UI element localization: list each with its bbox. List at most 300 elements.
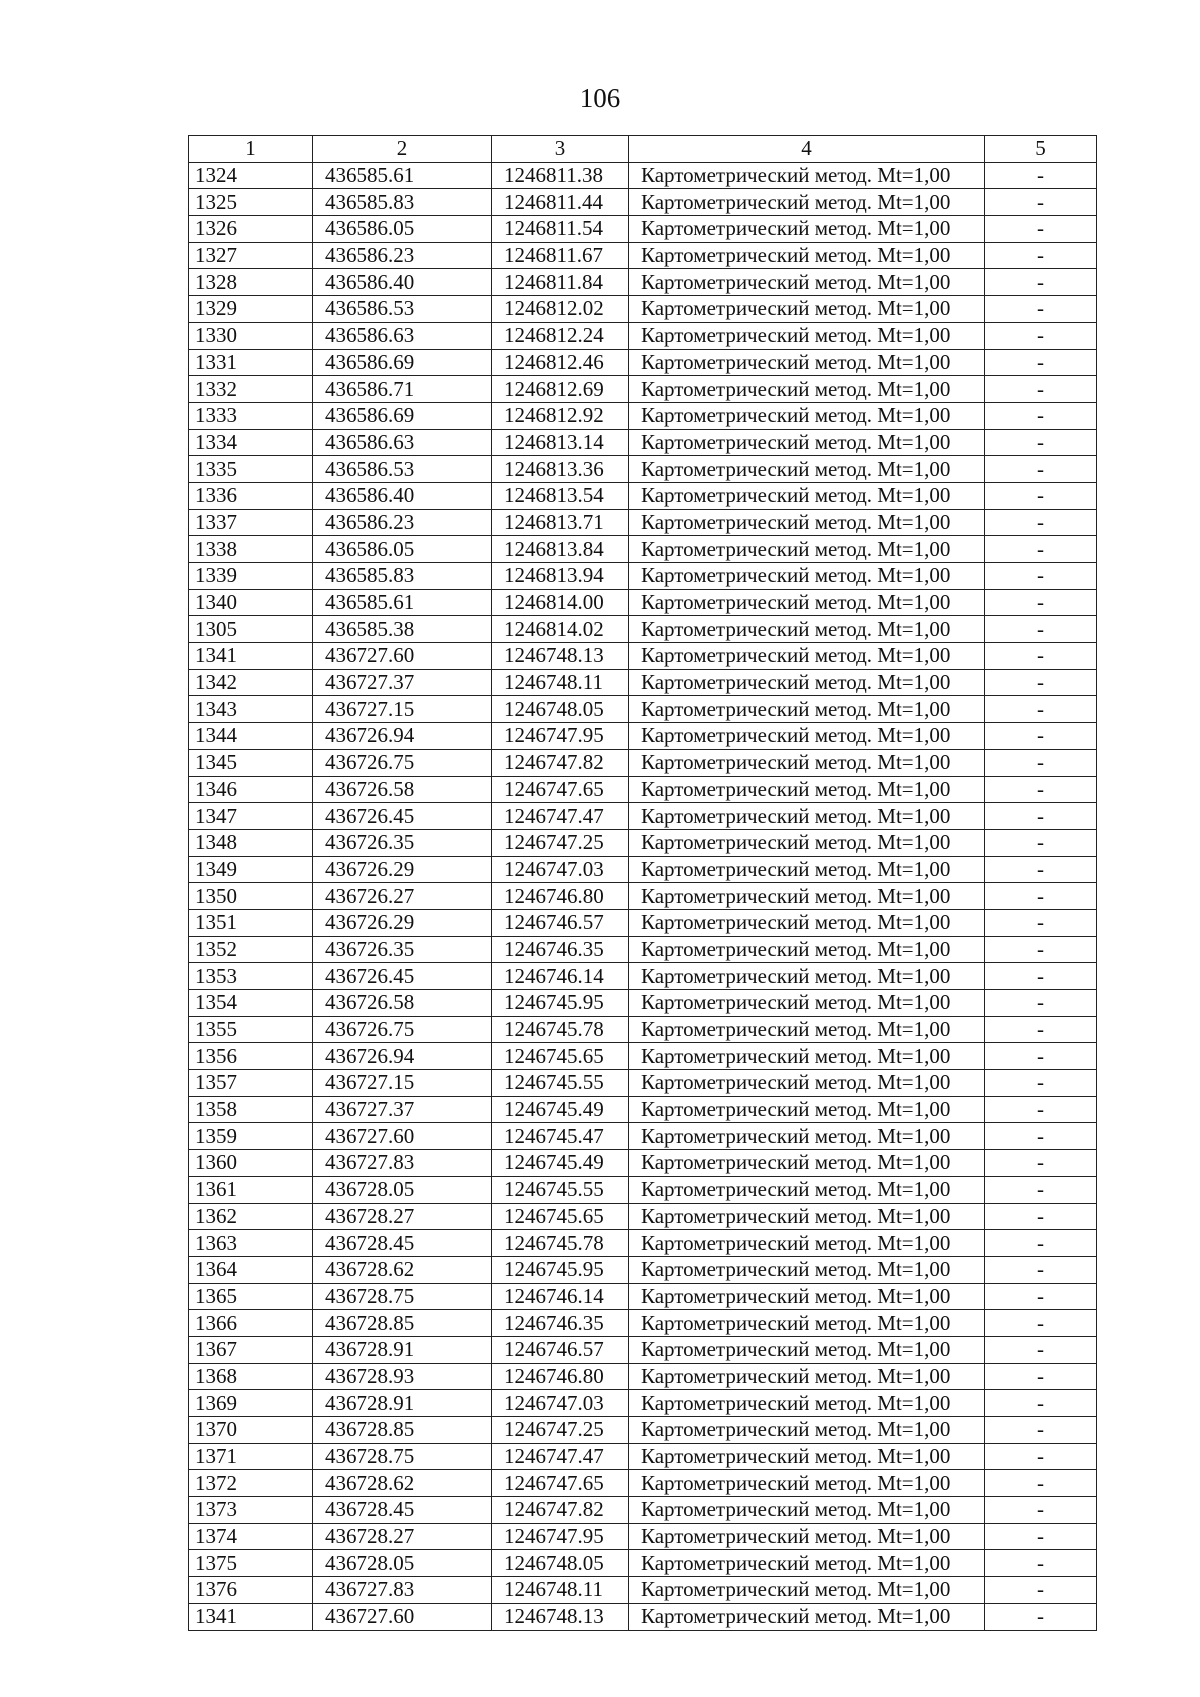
x-coordinate-cell: 436728.45 bbox=[313, 1230, 492, 1257]
note-cell: - bbox=[985, 1310, 1097, 1337]
y-coordinate-cell: 1246747.95 bbox=[492, 723, 629, 750]
table-row bbox=[189, 1310, 1097, 1337]
y-coordinate-cell: 1246747.03 bbox=[492, 856, 629, 883]
y-coordinate-cell: 1246745.55 bbox=[492, 1176, 629, 1203]
table-row bbox=[189, 696, 1097, 723]
table-row bbox=[189, 669, 1097, 696]
table-row bbox=[189, 1256, 1097, 1283]
table-row bbox=[189, 1390, 1097, 1417]
method-cell: Картометрический метод. Mt=1,00 bbox=[629, 1497, 985, 1524]
y-coordinate-cell: 1246745.49 bbox=[492, 1150, 629, 1177]
table-row bbox=[189, 1043, 1097, 1070]
point-number-cell: 1350 bbox=[189, 883, 313, 910]
y-coordinate-cell: 1246748.13 bbox=[492, 643, 629, 670]
table-row bbox=[189, 296, 1097, 323]
y-coordinate-cell: 1246747.82 bbox=[492, 749, 629, 776]
method-cell: Картометрический метод. Mt=1,00 bbox=[629, 1016, 985, 1043]
table-row bbox=[189, 1497, 1097, 1524]
table-row bbox=[189, 349, 1097, 376]
x-coordinate-cell: 436728.85 bbox=[313, 1310, 492, 1337]
x-coordinate-cell: 436728.93 bbox=[313, 1363, 492, 1390]
x-coordinate-cell: 436726.45 bbox=[313, 803, 492, 830]
note-cell: - bbox=[985, 1390, 1097, 1417]
y-coordinate-cell: 1246747.82 bbox=[492, 1497, 629, 1524]
column-header: 5 bbox=[985, 136, 1097, 163]
method-cell: Картометрический метод. Mt=1,00 bbox=[629, 1470, 985, 1497]
method-cell: Картометрический метод. Mt=1,00 bbox=[629, 1550, 985, 1577]
x-coordinate-cell: 436728.91 bbox=[313, 1390, 492, 1417]
column-header: 4 bbox=[629, 136, 985, 163]
table-row bbox=[189, 936, 1097, 963]
point-number-cell: 1376 bbox=[189, 1577, 313, 1604]
y-coordinate-cell: 1246746.57 bbox=[492, 909, 629, 936]
y-coordinate-cell: 1246747.65 bbox=[492, 776, 629, 803]
method-cell: Картометрический метод. Mt=1,00 bbox=[629, 1336, 985, 1363]
x-coordinate-cell: 436585.61 bbox=[313, 162, 492, 189]
method-cell: Картометрический метод. Mt=1,00 bbox=[629, 776, 985, 803]
table-row bbox=[189, 776, 1097, 803]
y-coordinate-cell: 1246745.65 bbox=[492, 1043, 629, 1070]
point-number-cell: 1324 bbox=[189, 162, 313, 189]
method-cell: Картометрический метод. Mt=1,00 bbox=[629, 616, 985, 643]
note-cell: - bbox=[985, 776, 1097, 803]
column-header: 3 bbox=[492, 136, 629, 163]
method-cell: Картометрический метод. Mt=1,00 bbox=[629, 1096, 985, 1123]
method-cell: Картометрический метод. Mt=1,00 bbox=[629, 536, 985, 563]
y-coordinate-cell: 1246747.25 bbox=[492, 829, 629, 856]
y-coordinate-cell: 1246813.36 bbox=[492, 456, 629, 483]
method-cell: Картометрический метод. Mt=1,00 bbox=[629, 1417, 985, 1444]
y-coordinate-cell: 1246746.35 bbox=[492, 936, 629, 963]
y-coordinate-cell: 1246745.95 bbox=[492, 1256, 629, 1283]
x-coordinate-cell: 436728.27 bbox=[313, 1523, 492, 1550]
method-cell: Картометрический метод. Mt=1,00 bbox=[629, 696, 985, 723]
method-cell: Картометрический метод. Mt=1,00 bbox=[629, 1443, 985, 1470]
method-cell: Картометрический метод. Mt=1,00 bbox=[629, 803, 985, 830]
x-coordinate-cell: 436586.23 bbox=[313, 242, 492, 269]
note-cell: - bbox=[985, 1096, 1097, 1123]
point-number-cell: 1344 bbox=[189, 723, 313, 750]
point-number-cell: 1370 bbox=[189, 1417, 313, 1444]
y-coordinate-cell: 1246811.84 bbox=[492, 269, 629, 296]
x-coordinate-cell: 436586.63 bbox=[313, 322, 492, 349]
table-row bbox=[189, 749, 1097, 776]
note-cell: - bbox=[985, 1283, 1097, 1310]
note-cell: - bbox=[985, 1230, 1097, 1257]
table-row bbox=[189, 1417, 1097, 1444]
x-coordinate-cell: 436726.58 bbox=[313, 990, 492, 1017]
x-coordinate-cell: 436727.83 bbox=[313, 1577, 492, 1604]
y-coordinate-cell: 1246812.46 bbox=[492, 349, 629, 376]
table-row bbox=[189, 1470, 1097, 1497]
x-coordinate-cell: 436586.05 bbox=[313, 536, 492, 563]
y-coordinate-cell: 1246747.47 bbox=[492, 803, 629, 830]
table-row bbox=[189, 1336, 1097, 1363]
point-number-cell: 1357 bbox=[189, 1070, 313, 1097]
note-cell: - bbox=[985, 829, 1097, 856]
note-cell: - bbox=[985, 1070, 1097, 1097]
x-coordinate-cell: 436726.29 bbox=[313, 909, 492, 936]
table-row bbox=[189, 536, 1097, 563]
column-header: 2 bbox=[313, 136, 492, 163]
table-row bbox=[189, 1283, 1097, 1310]
table-row bbox=[189, 1070, 1097, 1097]
note-cell: - bbox=[985, 563, 1097, 590]
point-number-cell: 1373 bbox=[189, 1497, 313, 1524]
point-number-cell: 1365 bbox=[189, 1283, 313, 1310]
table-row bbox=[189, 1443, 1097, 1470]
point-number-cell: 1366 bbox=[189, 1310, 313, 1337]
table-header-row bbox=[189, 136, 1097, 163]
note-cell: - bbox=[985, 883, 1097, 910]
method-cell: Картометрический метод. Mt=1,00 bbox=[629, 482, 985, 509]
point-number-cell: 1347 bbox=[189, 803, 313, 830]
point-number-cell: 1326 bbox=[189, 216, 313, 243]
note-cell: - bbox=[985, 589, 1097, 616]
point-number-cell: 1334 bbox=[189, 429, 313, 456]
method-cell: Картометрический метод. Mt=1,00 bbox=[629, 723, 985, 750]
note-cell: - bbox=[985, 856, 1097, 883]
x-coordinate-cell: 436728.05 bbox=[313, 1550, 492, 1577]
table-row bbox=[189, 1176, 1097, 1203]
page-number: 106 bbox=[579, 83, 621, 113]
x-coordinate-cell: 436728.45 bbox=[313, 1497, 492, 1524]
note-cell: - bbox=[985, 322, 1097, 349]
x-coordinate-cell: 436726.27 bbox=[313, 883, 492, 910]
table-row bbox=[189, 456, 1097, 483]
table-row bbox=[189, 803, 1097, 830]
x-coordinate-cell: 436727.60 bbox=[313, 1603, 492, 1630]
point-number-cell: 1330 bbox=[189, 322, 313, 349]
note-cell: - bbox=[985, 1443, 1097, 1470]
method-cell: Картометрический метод. Mt=1,00 bbox=[629, 1256, 985, 1283]
note-cell: - bbox=[985, 1123, 1097, 1150]
note-cell: - bbox=[985, 803, 1097, 830]
x-coordinate-cell: 436727.15 bbox=[313, 696, 492, 723]
note-cell: - bbox=[985, 669, 1097, 696]
y-coordinate-cell: 1246814.02 bbox=[492, 616, 629, 643]
point-number-cell: 1329 bbox=[189, 296, 313, 323]
point-number-cell: 1327 bbox=[189, 242, 313, 269]
x-coordinate-cell: 436585.38 bbox=[313, 616, 492, 643]
point-number-cell: 1360 bbox=[189, 1150, 313, 1177]
table-row bbox=[189, 216, 1097, 243]
method-cell: Картометрический метод. Mt=1,00 bbox=[629, 376, 985, 403]
method-cell: Картометрический метод. Mt=1,00 bbox=[629, 1577, 985, 1604]
point-number-cell: 1363 bbox=[189, 1230, 313, 1257]
point-number-cell: 1364 bbox=[189, 1256, 313, 1283]
table-row bbox=[189, 509, 1097, 536]
method-cell: Картометрический метод. Mt=1,00 bbox=[629, 1230, 985, 1257]
x-coordinate-cell: 436726.75 bbox=[313, 749, 492, 776]
table-row bbox=[189, 376, 1097, 403]
method-cell: Картометрический метод. Mt=1,00 bbox=[629, 563, 985, 590]
method-cell: Картометрический метод. Mt=1,00 bbox=[629, 242, 985, 269]
point-number-cell: 1339 bbox=[189, 563, 313, 590]
x-coordinate-cell: 436728.62 bbox=[313, 1256, 492, 1283]
x-coordinate-cell: 436585.61 bbox=[313, 589, 492, 616]
method-cell: Картометрический метод. Mt=1,00 bbox=[629, 643, 985, 670]
y-coordinate-cell: 1246813.54 bbox=[492, 482, 629, 509]
x-coordinate-cell: 436585.83 bbox=[313, 189, 492, 216]
y-coordinate-cell: 1246745.47 bbox=[492, 1123, 629, 1150]
method-cell: Картометрический метод. Mt=1,00 bbox=[629, 856, 985, 883]
point-number-cell: 1325 bbox=[189, 189, 313, 216]
table-row bbox=[189, 1016, 1097, 1043]
x-coordinate-cell: 436726.94 bbox=[313, 1043, 492, 1070]
x-coordinate-cell: 436586.69 bbox=[313, 402, 492, 429]
point-number-cell: 1333 bbox=[189, 402, 313, 429]
method-cell: Картометрический метод. Mt=1,00 bbox=[629, 1310, 985, 1337]
note-cell: - bbox=[985, 963, 1097, 990]
y-coordinate-cell: 1246747.25 bbox=[492, 1417, 629, 1444]
y-coordinate-cell: 1246746.80 bbox=[492, 883, 629, 910]
point-number-cell: 1331 bbox=[189, 349, 313, 376]
x-coordinate-cell: 436728.85 bbox=[313, 1417, 492, 1444]
note-cell: - bbox=[985, 1336, 1097, 1363]
y-coordinate-cell: 1246746.80 bbox=[492, 1363, 629, 1390]
x-coordinate-cell: 436726.35 bbox=[313, 936, 492, 963]
method-cell: Картометрический метод. Mt=1,00 bbox=[629, 963, 985, 990]
method-cell: Картометрический метод. Mt=1,00 bbox=[629, 296, 985, 323]
table-row bbox=[189, 1123, 1097, 1150]
x-coordinate-cell: 436726.94 bbox=[313, 723, 492, 750]
note-cell: - bbox=[985, 456, 1097, 483]
note-cell: - bbox=[985, 242, 1097, 269]
y-coordinate-cell: 1246745.95 bbox=[492, 990, 629, 1017]
coordinates-table bbox=[188, 135, 1097, 1631]
method-cell: Картометрический метод. Mt=1,00 bbox=[629, 829, 985, 856]
x-coordinate-cell: 436727.15 bbox=[313, 1070, 492, 1097]
table-row bbox=[189, 242, 1097, 269]
note-cell: - bbox=[985, 216, 1097, 243]
note-cell: - bbox=[985, 1417, 1097, 1444]
table-row bbox=[189, 829, 1097, 856]
y-coordinate-cell: 1246812.92 bbox=[492, 402, 629, 429]
table-row bbox=[189, 1150, 1097, 1177]
y-coordinate-cell: 1246747.65 bbox=[492, 1470, 629, 1497]
note-cell: - bbox=[985, 616, 1097, 643]
point-number-cell: 1369 bbox=[189, 1390, 313, 1417]
point-number-cell: 1337 bbox=[189, 509, 313, 536]
point-number-cell: 1356 bbox=[189, 1043, 313, 1070]
x-coordinate-cell: 436727.83 bbox=[313, 1150, 492, 1177]
y-coordinate-cell: 1246813.14 bbox=[492, 429, 629, 456]
y-coordinate-cell: 1246746.57 bbox=[492, 1336, 629, 1363]
y-coordinate-cell: 1246812.69 bbox=[492, 376, 629, 403]
y-coordinate-cell: 1246814.00 bbox=[492, 589, 629, 616]
note-cell: - bbox=[985, 162, 1097, 189]
note-cell: - bbox=[985, 936, 1097, 963]
x-coordinate-cell: 436585.83 bbox=[313, 563, 492, 590]
table-row bbox=[189, 429, 1097, 456]
note-cell: - bbox=[985, 1203, 1097, 1230]
point-number-cell: 1353 bbox=[189, 963, 313, 990]
point-number-cell: 1361 bbox=[189, 1176, 313, 1203]
table-row bbox=[189, 1523, 1097, 1550]
method-cell: Картометрический метод. Mt=1,00 bbox=[629, 1283, 985, 1310]
note-cell: - bbox=[985, 376, 1097, 403]
y-coordinate-cell: 1246811.44 bbox=[492, 189, 629, 216]
x-coordinate-cell: 436586.40 bbox=[313, 269, 492, 296]
point-number-cell: 1368 bbox=[189, 1363, 313, 1390]
point-number-cell: 1328 bbox=[189, 269, 313, 296]
method-cell: Картометрический метод. Mt=1,00 bbox=[629, 669, 985, 696]
note-cell: - bbox=[985, 1043, 1097, 1070]
x-coordinate-cell: 436727.60 bbox=[313, 1123, 492, 1150]
point-number-cell: 1375 bbox=[189, 1550, 313, 1577]
method-cell: Картометрический метод. Mt=1,00 bbox=[629, 909, 985, 936]
y-coordinate-cell: 1246747.95 bbox=[492, 1523, 629, 1550]
method-cell: Картометрический метод. Mt=1,00 bbox=[629, 189, 985, 216]
y-coordinate-cell: 1246745.78 bbox=[492, 1016, 629, 1043]
table-row bbox=[189, 990, 1097, 1017]
note-cell: - bbox=[985, 723, 1097, 750]
table-row bbox=[189, 563, 1097, 590]
note-cell: - bbox=[985, 990, 1097, 1017]
y-coordinate-cell: 1246813.84 bbox=[492, 536, 629, 563]
x-coordinate-cell: 436586.05 bbox=[313, 216, 492, 243]
y-coordinate-cell: 1246812.02 bbox=[492, 296, 629, 323]
table-row bbox=[189, 322, 1097, 349]
method-cell: Картометрический метод. Mt=1,00 bbox=[629, 216, 985, 243]
method-cell: Картометрический метод. Mt=1,00 bbox=[629, 269, 985, 296]
method-cell: Картометрический метод. Mt=1,00 bbox=[629, 1176, 985, 1203]
note-cell: - bbox=[985, 269, 1097, 296]
point-number-cell: 1349 bbox=[189, 856, 313, 883]
table-row bbox=[189, 402, 1097, 429]
y-coordinate-cell: 1246746.35 bbox=[492, 1310, 629, 1337]
point-number-cell: 1359 bbox=[189, 1123, 313, 1150]
y-coordinate-cell: 1246812.24 bbox=[492, 322, 629, 349]
method-cell: Картометрический метод. Mt=1,00 bbox=[629, 1203, 985, 1230]
table-row bbox=[189, 1550, 1097, 1577]
point-number-cell: 1341 bbox=[189, 643, 313, 670]
method-cell: Картометрический метод. Mt=1,00 bbox=[629, 162, 985, 189]
x-coordinate-cell: 436726.29 bbox=[313, 856, 492, 883]
table-row bbox=[189, 723, 1097, 750]
point-number-cell: 1346 bbox=[189, 776, 313, 803]
table-row bbox=[189, 589, 1097, 616]
point-number-cell: 1348 bbox=[189, 829, 313, 856]
x-coordinate-cell: 436586.63 bbox=[313, 429, 492, 456]
point-number-cell: 1305 bbox=[189, 616, 313, 643]
note-cell: - bbox=[985, 1550, 1097, 1577]
point-number-cell: 1354 bbox=[189, 990, 313, 1017]
note-cell: - bbox=[985, 909, 1097, 936]
table-row bbox=[189, 1603, 1097, 1630]
point-number-cell: 1362 bbox=[189, 1203, 313, 1230]
table-row bbox=[189, 1577, 1097, 1604]
y-coordinate-cell: 1246748.05 bbox=[492, 1550, 629, 1577]
table-row bbox=[189, 963, 1097, 990]
table-body bbox=[189, 136, 1097, 1631]
point-number-cell: 1342 bbox=[189, 669, 313, 696]
note-cell: - bbox=[985, 696, 1097, 723]
x-coordinate-cell: 436727.60 bbox=[313, 643, 492, 670]
table-row bbox=[189, 1096, 1097, 1123]
table-row bbox=[189, 162, 1097, 189]
note-cell: - bbox=[985, 643, 1097, 670]
point-number-cell: 1332 bbox=[189, 376, 313, 403]
point-number-cell: 1374 bbox=[189, 1523, 313, 1550]
y-coordinate-cell: 1246811.67 bbox=[492, 242, 629, 269]
method-cell: Картометрический метод. Mt=1,00 bbox=[629, 1363, 985, 1390]
table-row bbox=[189, 909, 1097, 936]
note-cell: - bbox=[985, 189, 1097, 216]
y-coordinate-cell: 1246745.55 bbox=[492, 1070, 629, 1097]
point-number-cell: 1367 bbox=[189, 1336, 313, 1363]
note-cell: - bbox=[985, 402, 1097, 429]
point-number-cell: 1352 bbox=[189, 936, 313, 963]
x-coordinate-cell: 436726.75 bbox=[313, 1016, 492, 1043]
x-coordinate-cell: 436586.40 bbox=[313, 482, 492, 509]
y-coordinate-cell: 1246813.71 bbox=[492, 509, 629, 536]
method-cell: Картометрический метод. Mt=1,00 bbox=[629, 990, 985, 1017]
note-cell: - bbox=[985, 1016, 1097, 1043]
table-row bbox=[189, 482, 1097, 509]
point-number-cell: 1358 bbox=[189, 1096, 313, 1123]
note-cell: - bbox=[985, 536, 1097, 563]
x-coordinate-cell: 436586.71 bbox=[313, 376, 492, 403]
table-row bbox=[189, 643, 1097, 670]
method-cell: Картометрический метод. Mt=1,00 bbox=[629, 749, 985, 776]
y-coordinate-cell: 1246745.65 bbox=[492, 1203, 629, 1230]
table-row bbox=[189, 1203, 1097, 1230]
method-cell: Картометрический метод. Mt=1,00 bbox=[629, 1390, 985, 1417]
method-cell: Картометрический метод. Mt=1,00 bbox=[629, 322, 985, 349]
x-coordinate-cell: 436727.37 bbox=[313, 669, 492, 696]
point-number-cell: 1340 bbox=[189, 589, 313, 616]
y-coordinate-cell: 1246747.47 bbox=[492, 1443, 629, 1470]
point-number-cell: 1335 bbox=[189, 456, 313, 483]
method-cell: Картометрический метод. Mt=1,00 bbox=[629, 1123, 985, 1150]
x-coordinate-cell: 436728.05 bbox=[313, 1176, 492, 1203]
method-cell: Картометрический метод. Mt=1,00 bbox=[629, 1150, 985, 1177]
note-cell: - bbox=[985, 1577, 1097, 1604]
y-coordinate-cell: 1246811.54 bbox=[492, 216, 629, 243]
y-coordinate-cell: 1246748.11 bbox=[492, 669, 629, 696]
point-number-cell: 1341 bbox=[189, 1603, 313, 1630]
table-row bbox=[189, 883, 1097, 910]
point-number-cell: 1338 bbox=[189, 536, 313, 563]
point-number-cell: 1336 bbox=[189, 482, 313, 509]
note-cell: - bbox=[985, 1150, 1097, 1177]
x-coordinate-cell: 436727.37 bbox=[313, 1096, 492, 1123]
y-coordinate-cell: 1246748.13 bbox=[492, 1603, 629, 1630]
method-cell: Картометрический метод. Mt=1,00 bbox=[629, 883, 985, 910]
y-coordinate-cell: 1246813.94 bbox=[492, 563, 629, 590]
x-coordinate-cell: 436728.27 bbox=[313, 1203, 492, 1230]
x-coordinate-cell: 436728.62 bbox=[313, 1470, 492, 1497]
point-number-cell: 1355 bbox=[189, 1016, 313, 1043]
point-number-cell: 1345 bbox=[189, 749, 313, 776]
method-cell: Картометрический метод. Mt=1,00 bbox=[629, 936, 985, 963]
x-coordinate-cell: 436586.53 bbox=[313, 456, 492, 483]
table-row bbox=[189, 616, 1097, 643]
note-cell: - bbox=[985, 1363, 1097, 1390]
note-cell: - bbox=[985, 429, 1097, 456]
point-number-cell: 1371 bbox=[189, 1443, 313, 1470]
y-coordinate-cell: 1246811.38 bbox=[492, 162, 629, 189]
method-cell: Картометрический метод. Mt=1,00 bbox=[629, 429, 985, 456]
x-coordinate-cell: 436586.53 bbox=[313, 296, 492, 323]
x-coordinate-cell: 436586.69 bbox=[313, 349, 492, 376]
note-cell: - bbox=[985, 1176, 1097, 1203]
method-cell: Картометрический метод. Mt=1,00 bbox=[629, 589, 985, 616]
y-coordinate-cell: 1246746.14 bbox=[492, 1283, 629, 1310]
table-row bbox=[189, 856, 1097, 883]
